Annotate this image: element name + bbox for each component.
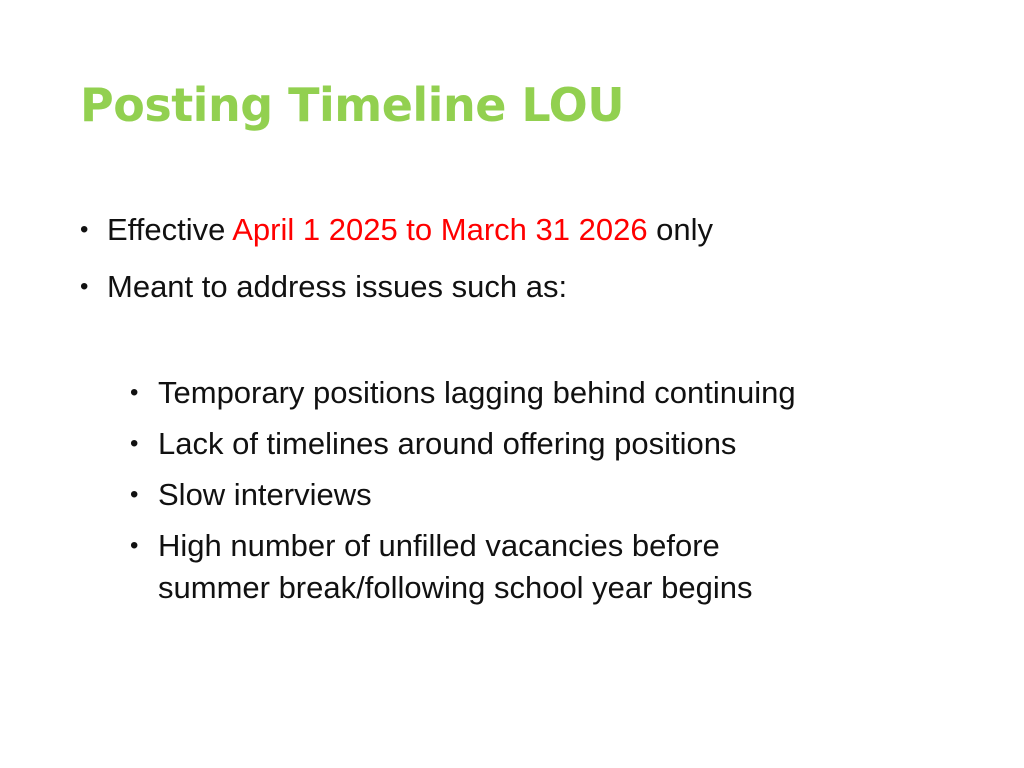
issue-item-temporary-positions: [130, 373, 796, 413]
issue-text-line-1: High number of unfilled vacancies before: [158, 528, 720, 563]
issue-item-unfilled-vacancies: [130, 526, 796, 608]
issues-bullet-list: [130, 373, 796, 619]
purpose-text: Meant to address issues such as:: [107, 269, 568, 304]
bullet-purpose: [80, 267, 713, 307]
bullet-dot-icon: •: [130, 481, 139, 508]
issue-text-line-2: summer break/following school year begins: [158, 570, 753, 605]
bullet-dot-icon: •: [130, 430, 139, 457]
bullet-effective-dates: [80, 210, 713, 250]
issue-text: Slow interviews: [158, 477, 372, 512]
bullet-dot-icon: •: [130, 532, 139, 559]
bullet-dot-icon: •: [130, 379, 139, 406]
issue-item-lack-of-timelines: [130, 424, 796, 464]
effective-label: Effective: [107, 212, 233, 247]
bullet-dot-icon: •: [80, 273, 89, 300]
bullet-dot-icon: •: [80, 216, 89, 243]
issue-item-slow-interviews: [130, 475, 796, 515]
main-bullet-list: [80, 210, 713, 324]
slide-title: Posting Timeline LOU: [80, 78, 625, 132]
issue-text: Temporary positions lagging behind continuing: [158, 375, 796, 410]
effective-suffix: only: [647, 212, 714, 247]
effective-date-range: April 1 2025 to March 31 2026: [232, 212, 648, 247]
issue-text: Lack of timelines around offering positions: [158, 426, 737, 461]
